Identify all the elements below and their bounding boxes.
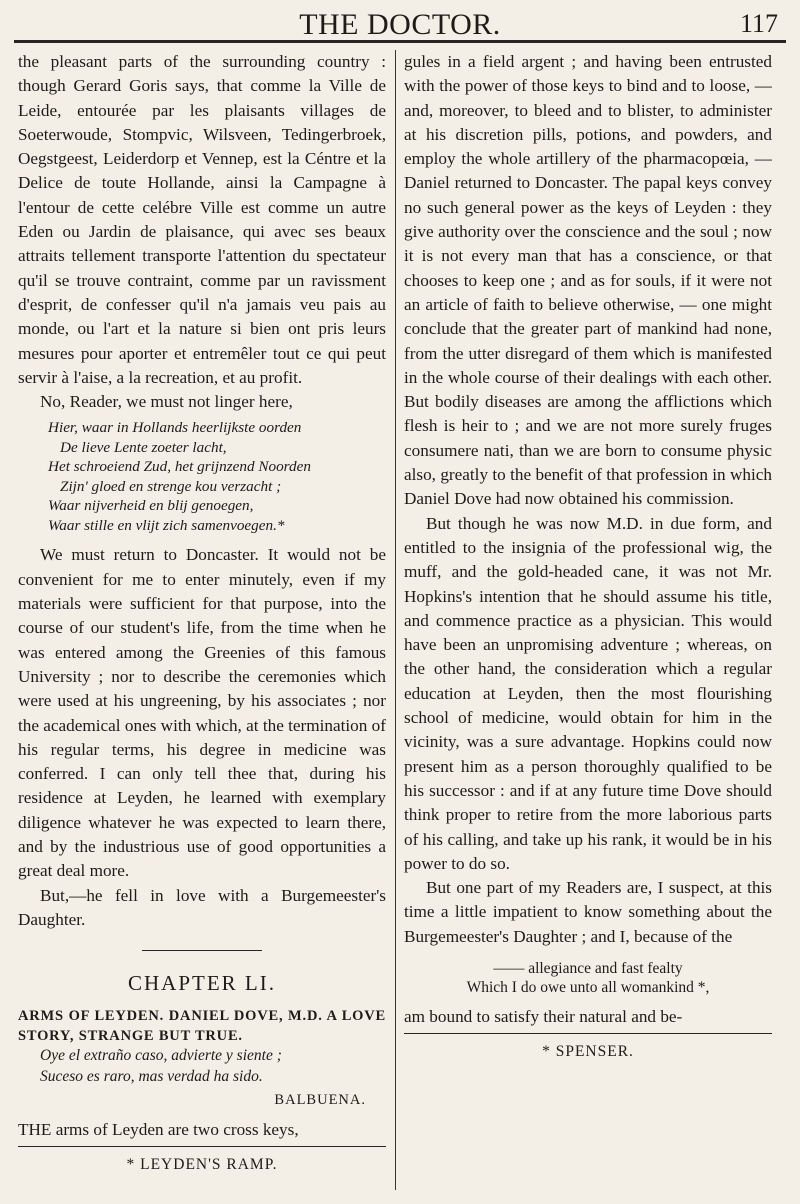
poem-line: De lieve Lente zoeter lacht, [60,438,227,456]
left-column [18,50,386,1188]
poem-line: Zijn' gloed en strenge kou verzacht ; [60,477,282,495]
paragraph: But though he was now M.D. in due form, and entitled to the insignia of the professional wig, the muff, and the gold-headed cane, it was not Mr. Hopkins's intention that he should assume his title, and commence practice as a physician. This would have been an unpromising adventure ; whereas, on the other hand, the consideration which a regular education at Leyden, then the most flourishing school of medicine, would obtain for him in the vicinity, was a sure advantage. Hopkins could now present him as a person thoroughly qualified to be his successor : and if at any future time Dove should think proper to retire from the more laborious parts of his calling, and take up his rank, it would be in his power to do so. [404,513,772,873]
chapter-description: ARMS OF LEYDEN. DANIEL DOVE, M.D. A LOVE STORY, STRANGE BUT TRUE. [18,1007,386,1044]
footnote-rule [18,1146,386,1147]
footnote-rule [404,1033,772,1034]
poem-line: Waar stille en vlijt zich samenvoegen.* [48,516,285,534]
paragraph: But one part of my Readers are, I suspect, at this time a little impatient to know something about the Burgemeester's Daughter ; and I, because of the [404,878,772,946]
right-column [404,50,772,1188]
poem-line: Waar nijverheid en blij genoegen, [48,497,254,515]
running-header [14,6,786,42]
paragraph: am bound to satisfy their natural and be- [404,1006,683,1026]
verse-line: Which I do owe unto all womankind *, [466,978,710,996]
poem-line: Hier, waar in Hollands heerlijkste oorden [48,419,302,437]
poem-line: Het schroeiend Zud, het grijnzend Noorden [48,458,311,476]
header-rule [14,42,786,43]
footnote: * SPENSER. [542,1043,634,1061]
spenser-verse [404,959,772,997]
paragraph: THE arms of Leyden are two cross keys, [18,1119,299,1139]
verse-line: —— allegiance and fast fealty [493,959,683,977]
footnote: * LEYDEN'S RAMP. [126,1156,278,1174]
paragraph: But,—he fell in love with a Burgemeester's Daughter. [18,885,386,929]
paragraph: We must return to Doncaster. It would not be convenient for me to enter minutely, even if my materials were sufficient for that purpose, into the course of our student's life, from the time when he was entered among the Greenies of this famous University ; nor to describe the ceremonies which were used at his ungreening, by his associates ; nor the academical ones with which, at the termination of his regular terms, his degree in medicine was conferred. I can only tell thee that, during his residence at Leyden, he learned with exemplary diligence whatever he was expected to learn there, and by the industrious use of good opportunities a great deal more. [18,545,386,881]
chapter-title: CHAPTER LI. [128,971,276,996]
epigraph-source: BALBUENA. [274,1091,366,1108]
paragraph: No, Reader, we must not linger here, [40,392,293,412]
epigraph-line: Suceso es raro, mas verdad ha sido. [40,1067,263,1085]
dutch-poem [48,418,386,535]
section-divider [142,950,262,951]
paragraph: gules in a field argent ; and having been entrusted with the power of those keys to bind and to loose, — and, moreover, to bleed and to blister, to administer at his discretion pills, potions, and powders, and employ the whole artillery of the pharmacopœia, — Daniel returned to Doncaster. The papal keys convey no such general power as the keys of Leyden : they give authority over the conscience and the soul ; now it is not every man that has a conscience, or that chooses to keep one ; and as for souls, if it were not an article of faith to believe otherwise, — one might conclude that the greater part of mankind had none, from the utter disregard of them which is manifested in the whole course of their dealings with each other. But bodily diseases are among the afflictions which flesh is heir to ; and we are not more surely fruges consumere nati, than we are born to consume physic also, greatly to the benefit of that profession in which Daniel Dove had now obtained his commission. [404,52,772,509]
page-number: 117 [739,9,778,38]
epigraph-line: Oye el extraño caso, advierte y siente ; [40,1046,282,1064]
paragraph: the pleasant parts of the surrounding country : though Gerard Goris says, that comme la Ville de Leide, entourée par les plaisants villages de Soeterwoude, Stompvic, Wilsveen, Tedingerbroek, Oegstgeest, Leiderdorp et Vennep, est la Céntre et la Delice de toute Hollande, ainsi la Campagne à l'entour de cette celébre Ville est comme un autre Eden ou Jardin de plaisance, qui avec ses beaux attraits tellement transporte l'attention du spectateur qu'il se trouve contraint, comme par un ravissment d'esprit, de confesser qu'il n'a jamais veu pais au monde, ou l'art et la nature si bien ont pris leurs mesures pour aporter et entremêler tout ce qui peut servir à l'aise, a la recreation, et au profit. [18,52,386,387]
running-title: THE DOCTOR. [299,8,501,41]
column-divider [395,50,396,1190]
